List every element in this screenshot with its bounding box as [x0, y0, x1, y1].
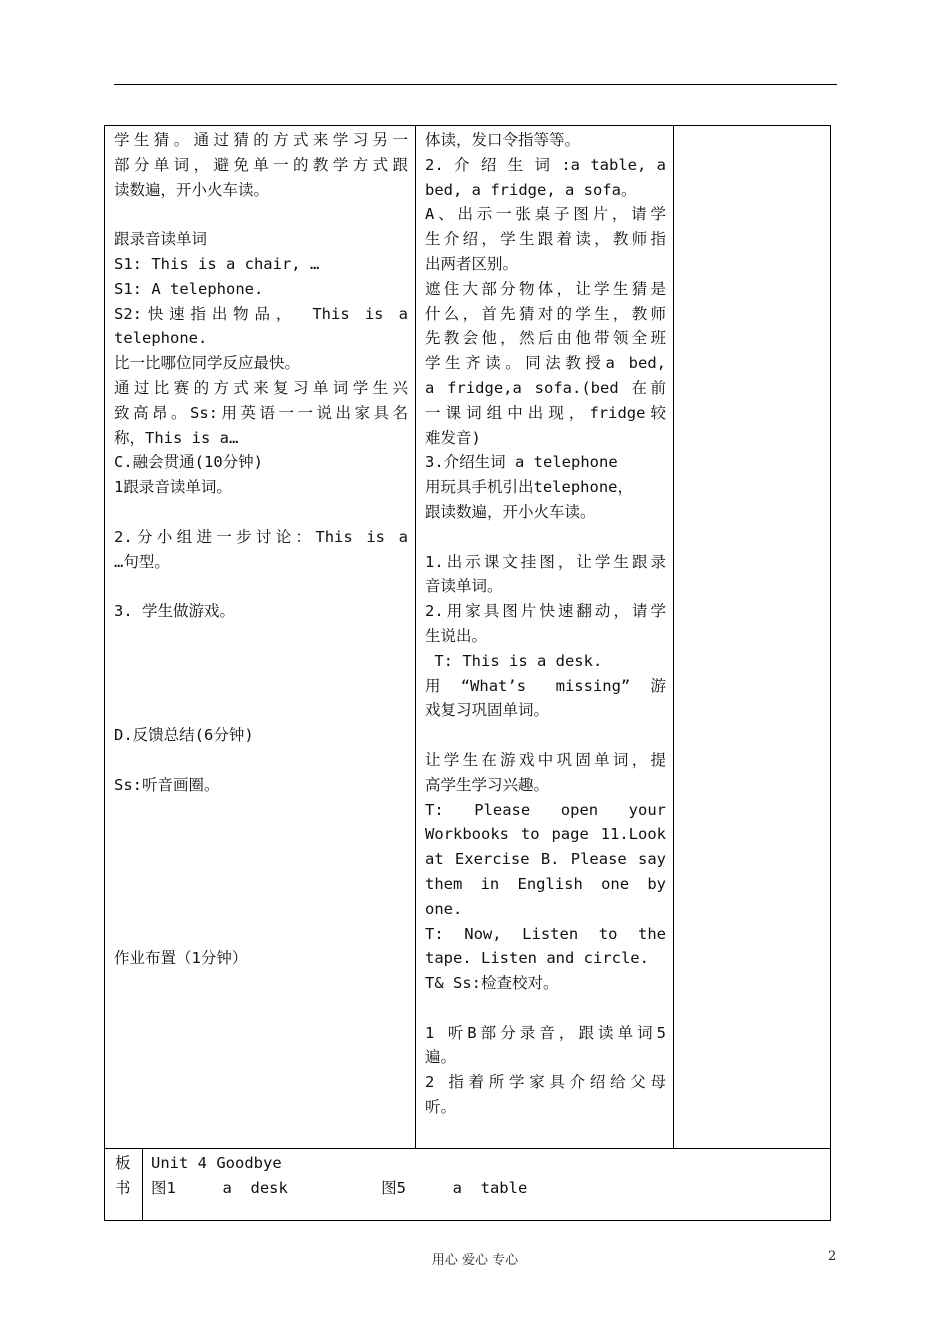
student-activity-line	[114, 202, 408, 227]
student-activity-line	[114, 649, 408, 674]
student-activity-line: telephone.	[114, 329, 208, 348]
board-content	[143, 1149, 830, 1201]
notes-column	[674, 126, 830, 1148]
teacher-activity-line: 先教会他，然后由他带领全班	[425, 329, 666, 348]
teacher-activity-line: bed, a fridge, a sofa。	[425, 180, 637, 199]
teacher-activity-line: T: Now, Listen to the	[425, 924, 666, 943]
teacher-activity-line: A、出示一张桌子图片，请学	[425, 205, 666, 224]
teacher-activity-line: T: This is a desk.	[425, 651, 603, 670]
header-rule	[114, 84, 837, 85]
teacher-activity-line: 让学生在游戏中巩固单词，提	[425, 750, 666, 769]
teacher-activity-line: 用“What’s missing”游	[425, 676, 666, 695]
teacher-activity-line: 戏复习巩固单词。	[425, 701, 550, 720]
student-activity-line	[114, 822, 408, 847]
teacher-activity-line: at Exercise B. Please say	[425, 850, 666, 869]
teacher-activity-line: 生介绍，学生跟着读，教师指	[425, 230, 666, 249]
student-activity-line: 称，This is a…	[114, 428, 239, 447]
teacher-activity-line: 什么，首先猜对的学生，教师	[425, 304, 666, 323]
teacher-activity-line: 出两者区别。	[425, 254, 519, 273]
student-activity-line: C.融会贯通(10分钟)	[114, 453, 263, 472]
board-row	[105, 1149, 830, 1220]
student-activity-line	[114, 624, 408, 649]
student-activity-line	[114, 897, 408, 922]
teacher-activity-line: 2.用家具图片快速翻动，请学	[425, 602, 666, 621]
student-activity-line: 学生猜。通过猜的方式来学习另一	[114, 131, 408, 149]
student-activity-column	[105, 126, 416, 1148]
teacher-activity-line: 用玩具手机引出telephone，	[425, 478, 633, 497]
student-activity-line: 跟录音读单词	[114, 230, 208, 249]
student-activity-line: 比一比哪位同学反应最快。	[114, 354, 301, 373]
page-number: 2	[828, 1249, 837, 1264]
teacher-activity-line: 3.介绍生词 a telephone	[425, 453, 618, 472]
teacher-activity-line: tape. Listen and circle.	[425, 949, 649, 968]
teacher-activity-line: 学生齐读。同法教授a bed,	[425, 354, 666, 373]
teacher-activity-column	[416, 126, 674, 1148]
student-activity-line	[114, 500, 408, 525]
teacher-activity-line: 1 听B部分录音，跟读单词5	[425, 1023, 666, 1042]
teacher-activity-line: 生说出。	[425, 626, 488, 645]
student-activity-line	[114, 698, 408, 723]
teacher-activity-line: 遍。	[425, 1048, 457, 1067]
teacher-activity-line: 1.出示课文挂图，让学生跟录	[425, 552, 666, 571]
student-activity-line	[114, 574, 408, 599]
teacher-activity-line: them in English one by	[425, 874, 666, 893]
board-items: 图1 a desk 图5 a table	[151, 1178, 528, 1197]
lesson-table	[104, 125, 831, 1221]
teacher-activity-line: 音读单词。	[425, 577, 503, 596]
student-activity-line	[114, 872, 408, 897]
student-activity-line	[114, 847, 408, 872]
teacher-activity-line	[425, 723, 666, 748]
student-activity-line: S2:快速指出物品， This is a	[114, 304, 408, 323]
student-activity-line: 通过比赛的方式来复习单词学生兴	[114, 378, 408, 397]
board-label-char: 书	[115, 1178, 131, 1197]
teacher-activity-line: 听。	[425, 1098, 457, 1117]
teacher-activity-line: 高学生学习兴趣。	[425, 775, 550, 794]
student-activity-line: 2.分小组进一步讨论：This is a	[114, 527, 408, 546]
teacher-activity-line: T: Please open your	[425, 800, 666, 819]
teacher-activity-line: 2 指着所学家具介绍给父母	[425, 1073, 666, 1092]
teacher-activity-line: 2. 介 绍 生 词 :a table, a	[425, 155, 666, 174]
teacher-activity-line: 一课词组中出现，fridge较	[425, 403, 666, 422]
teacher-activity-line	[425, 996, 666, 1021]
teacher-activity-line: 体读，发口令指等等。	[425, 131, 581, 149]
student-activity-line: S1: This is a chair, …	[114, 254, 320, 273]
student-activity-line	[114, 748, 408, 773]
student-activity-line: S1: A telephone.	[114, 279, 264, 298]
student-activity-line: 3. 学生做游戏。	[114, 602, 235, 621]
board-title: Unit 4 Goodbye	[151, 1154, 282, 1172]
student-activity-line: 致高昂。Ss:用英语一一说出家具名	[114, 403, 408, 422]
student-activity-line	[114, 922, 408, 947]
student-activity-line: 读数遍，开小火车读。	[114, 180, 270, 199]
student-activity-line: 部分单词，避免单一的教学方式跟	[114, 155, 408, 174]
teacher-activity-line: a fridge,a sofa.(bed 在前	[425, 378, 666, 397]
teacher-activity-line: Workbooks to page 11.Look	[425, 825, 666, 844]
board-label	[105, 1149, 143, 1220]
teacher-activity-line: one.	[425, 899, 463, 918]
teacher-activity-line: 难发音)	[425, 428, 481, 447]
footer-motto: 用心 爱心 专心	[431, 1253, 519, 1268]
teacher-activity-line: 遮住大部分物体，让学生猜是	[425, 279, 666, 298]
lesson-row	[105, 126, 830, 1149]
student-activity-line: 1跟录音读单词。	[114, 478, 232, 497]
student-activity-line	[114, 674, 408, 699]
teacher-activity-line	[425, 525, 666, 550]
student-activity-line: …句型。	[114, 552, 170, 571]
student-activity-line: D.反馈总结(6分钟)	[114, 726, 254, 745]
board-label-char: 板	[115, 1154, 131, 1172]
teacher-activity-line: 跟读数遍，开小火车读。	[425, 502, 596, 521]
student-activity-line: Ss:听音画圈。	[114, 775, 220, 794]
student-activity-line	[114, 798, 408, 823]
teacher-activity-line: T& Ss:检查校对。	[425, 974, 559, 993]
student-activity-line: 作业布置（1分钟）	[114, 949, 248, 968]
